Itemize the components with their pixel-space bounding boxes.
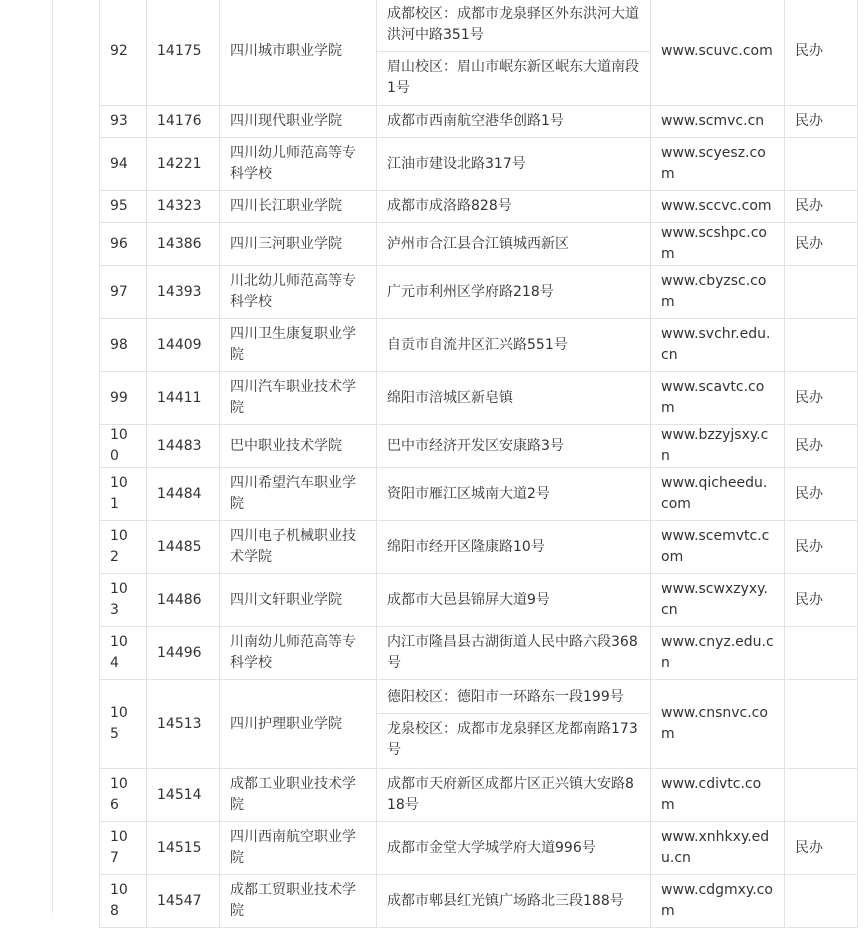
school-type-cell: 民办 xyxy=(785,106,858,138)
website-cell: www.qicheedu.com xyxy=(651,468,785,521)
school-name-cell: 四川文轩职业学院 xyxy=(220,574,377,627)
school-type-cell: 民办 xyxy=(785,521,858,574)
table-row xyxy=(100,822,858,875)
row-number-cell: 93 xyxy=(100,106,147,138)
address-cell: 巴中市经济开发区安康路3号 xyxy=(377,425,651,468)
website-cell: www.scuvc.com xyxy=(651,0,785,106)
address-cell: 绵阳市经开区隆康路10号 xyxy=(377,521,651,574)
address-cell: 内江市隆昌县古湖街道人民中路六段368号 xyxy=(377,627,651,680)
school-type-cell: 民办 xyxy=(785,468,858,521)
row-number-cell: 105 xyxy=(100,680,147,769)
school-code-cell: 14411 xyxy=(147,372,220,425)
table-row xyxy=(100,680,858,769)
row-number-cell: 108 xyxy=(100,875,147,928)
school-type-cell xyxy=(785,138,858,191)
website-cell: www.cnsnvc.com xyxy=(651,680,785,769)
website-cell: www.scmvc.cn xyxy=(651,106,785,138)
address-cell: 成都市西南航空港华创路1号 xyxy=(377,106,651,138)
school-name-cell: 四川城市职业学院 xyxy=(220,0,377,106)
school-type-cell: 民办 xyxy=(785,223,858,266)
college-table xyxy=(99,0,858,928)
website-cell: www.scwxzyxy.cn xyxy=(651,574,785,627)
school-type-cell xyxy=(785,875,858,928)
row-number-cell: 101 xyxy=(100,468,147,521)
school-type-cell xyxy=(785,266,858,319)
row-number-cell: 95 xyxy=(100,191,147,223)
website-cell: www.xnhkxy.edu.cn xyxy=(651,822,785,875)
school-name-cell: 四川卫生康复职业学院 xyxy=(220,319,377,372)
table-row xyxy=(100,372,858,425)
address-cell: 资阳市雁江区城南大道2号 xyxy=(377,468,651,521)
school-name-cell: 四川汽车职业技术学院 xyxy=(220,372,377,425)
row-number-cell: 106 xyxy=(100,769,147,822)
row-number-cell: 100 xyxy=(100,425,147,468)
table-row xyxy=(100,223,858,266)
row-number-cell: 97 xyxy=(100,266,147,319)
table-row xyxy=(100,138,858,191)
website-cell: www.scyesz.com xyxy=(651,138,785,191)
address-cell: 成都市大邑县锦屏大道9号 xyxy=(377,574,651,627)
school-code-cell: 14176 xyxy=(147,106,220,138)
website-cell: www.cnyz.edu.cn xyxy=(651,627,785,680)
school-code-cell: 14386 xyxy=(147,223,220,266)
school-name-cell: 成都工业职业技术学院 xyxy=(220,769,377,822)
website-cell: www.scemvtc.com xyxy=(651,521,785,574)
school-type-cell xyxy=(785,319,858,372)
school-type-cell: 民办 xyxy=(785,574,858,627)
website-cell: www.cdgmxy.com xyxy=(651,875,785,928)
website-cell: www.cdivtc.com xyxy=(651,769,785,822)
school-name-cell: 四川电子机械职业技术学院 xyxy=(220,521,377,574)
row-number-cell: 99 xyxy=(100,372,147,425)
table-row xyxy=(100,425,858,468)
address-cell: 泸州市合江县合江镇城西新区 xyxy=(377,223,651,266)
school-code-cell: 14513 xyxy=(147,680,220,769)
address-cell: 成都市金堂大学城学府大道996号 xyxy=(377,822,651,875)
school-name-cell: 成都工贸职业技术学院 xyxy=(220,875,377,928)
address-cell xyxy=(377,680,651,769)
school-code-cell: 14486 xyxy=(147,574,220,627)
table-row xyxy=(100,769,858,822)
school-code-cell: 14221 xyxy=(147,138,220,191)
school-code-cell: 14483 xyxy=(147,425,220,468)
table-row xyxy=(100,0,858,106)
website-cell: www.scshpc.com xyxy=(651,223,785,266)
school-code-cell: 14547 xyxy=(147,875,220,928)
website-cell: www.scavtc.com xyxy=(651,372,785,425)
school-code-cell: 14496 xyxy=(147,627,220,680)
row-number-cell: 104 xyxy=(100,627,147,680)
school-name-cell: 川北幼儿师范高等专科学校 xyxy=(220,266,377,319)
table-row xyxy=(100,468,858,521)
school-code-cell: 14485 xyxy=(147,521,220,574)
school-code-cell: 14393 xyxy=(147,266,220,319)
website-cell: www.svchr.edu.cn xyxy=(651,319,785,372)
school-name-cell: 四川三河职业学院 xyxy=(220,223,377,266)
row-number-cell: 98 xyxy=(100,319,147,372)
table-row xyxy=(100,574,858,627)
school-name-cell: 四川现代职业学院 xyxy=(220,106,377,138)
table-row xyxy=(100,875,858,928)
school-code-cell: 14323 xyxy=(147,191,220,223)
school-name-cell: 巴中职业技术学院 xyxy=(220,425,377,468)
page-border-left xyxy=(52,0,53,913)
row-number-cell: 94 xyxy=(100,138,147,191)
address-cell: 成都市郫县红光镇广场路北三段188号 xyxy=(377,875,651,928)
school-type-cell xyxy=(785,680,858,769)
table-row xyxy=(100,266,858,319)
table-row xyxy=(100,191,858,223)
website-cell: www.sccvc.com xyxy=(651,191,785,223)
website-cell: www.bzzyjsxy.cn xyxy=(651,425,785,468)
address-cell xyxy=(377,0,651,106)
school-type-cell: 民办 xyxy=(785,0,858,106)
school-code-cell: 14175 xyxy=(147,0,220,106)
school-name-cell: 四川护理职业学院 xyxy=(220,680,377,769)
row-number-cell: 96 xyxy=(100,223,147,266)
row-number-cell: 107 xyxy=(100,822,147,875)
address-cell: 绵阳市涪城区新皂镇 xyxy=(377,372,651,425)
school-code-cell: 14484 xyxy=(147,468,220,521)
table-row xyxy=(100,319,858,372)
table-row xyxy=(100,521,858,574)
school-type-cell xyxy=(785,627,858,680)
address-cell: 江油市建设北路317号 xyxy=(377,138,651,191)
school-type-cell: 民办 xyxy=(785,822,858,875)
school-code-cell: 14409 xyxy=(147,319,220,372)
school-code-cell: 14514 xyxy=(147,769,220,822)
address-cell: 广元市利州区学府路218号 xyxy=(377,266,651,319)
school-type-cell xyxy=(785,769,858,822)
school-name-cell: 四川希望汽车职业学院 xyxy=(220,468,377,521)
address-cell: 成都市天府新区成都片区正兴镇大安路818号 xyxy=(377,769,651,822)
row-number-cell: 102 xyxy=(100,521,147,574)
address-cell: 自贡市自流井区汇兴路551号 xyxy=(377,319,651,372)
table-row xyxy=(100,627,858,680)
school-name-cell: 四川西南航空职业学院 xyxy=(220,822,377,875)
school-code-cell: 14515 xyxy=(147,822,220,875)
campus-address: 成都校区：成都市龙泉驿区外东洪河大道洪河中路351号 xyxy=(387,5,639,43)
address-cell: 成都市成洛路828号 xyxy=(377,191,651,223)
campus-address: 德阳校区：德阳市一环路东一段199号 xyxy=(387,689,624,705)
school-type-cell: 民办 xyxy=(785,372,858,425)
school-name-cell: 四川长江职业学院 xyxy=(220,191,377,223)
campus-address: 眉山校区：眉山市岷东新区岷东大道南段1号 xyxy=(377,51,650,104)
school-name-cell: 四川幼儿师范高等专科学校 xyxy=(220,138,377,191)
school-type-cell: 民办 xyxy=(785,191,858,223)
row-number-cell: 92 xyxy=(100,0,147,106)
table-row xyxy=(100,106,858,138)
website-cell: www.cbyzsc.com xyxy=(651,266,785,319)
school-type-cell: 民办 xyxy=(785,425,858,468)
school-name-cell: 川南幼儿师范高等专科学校 xyxy=(220,627,377,680)
college-table-body xyxy=(100,0,858,928)
row-number-cell: 103 xyxy=(100,574,147,627)
campus-address: 龙泉校区：成都市龙泉驿区龙都南路173号 xyxy=(377,713,650,766)
